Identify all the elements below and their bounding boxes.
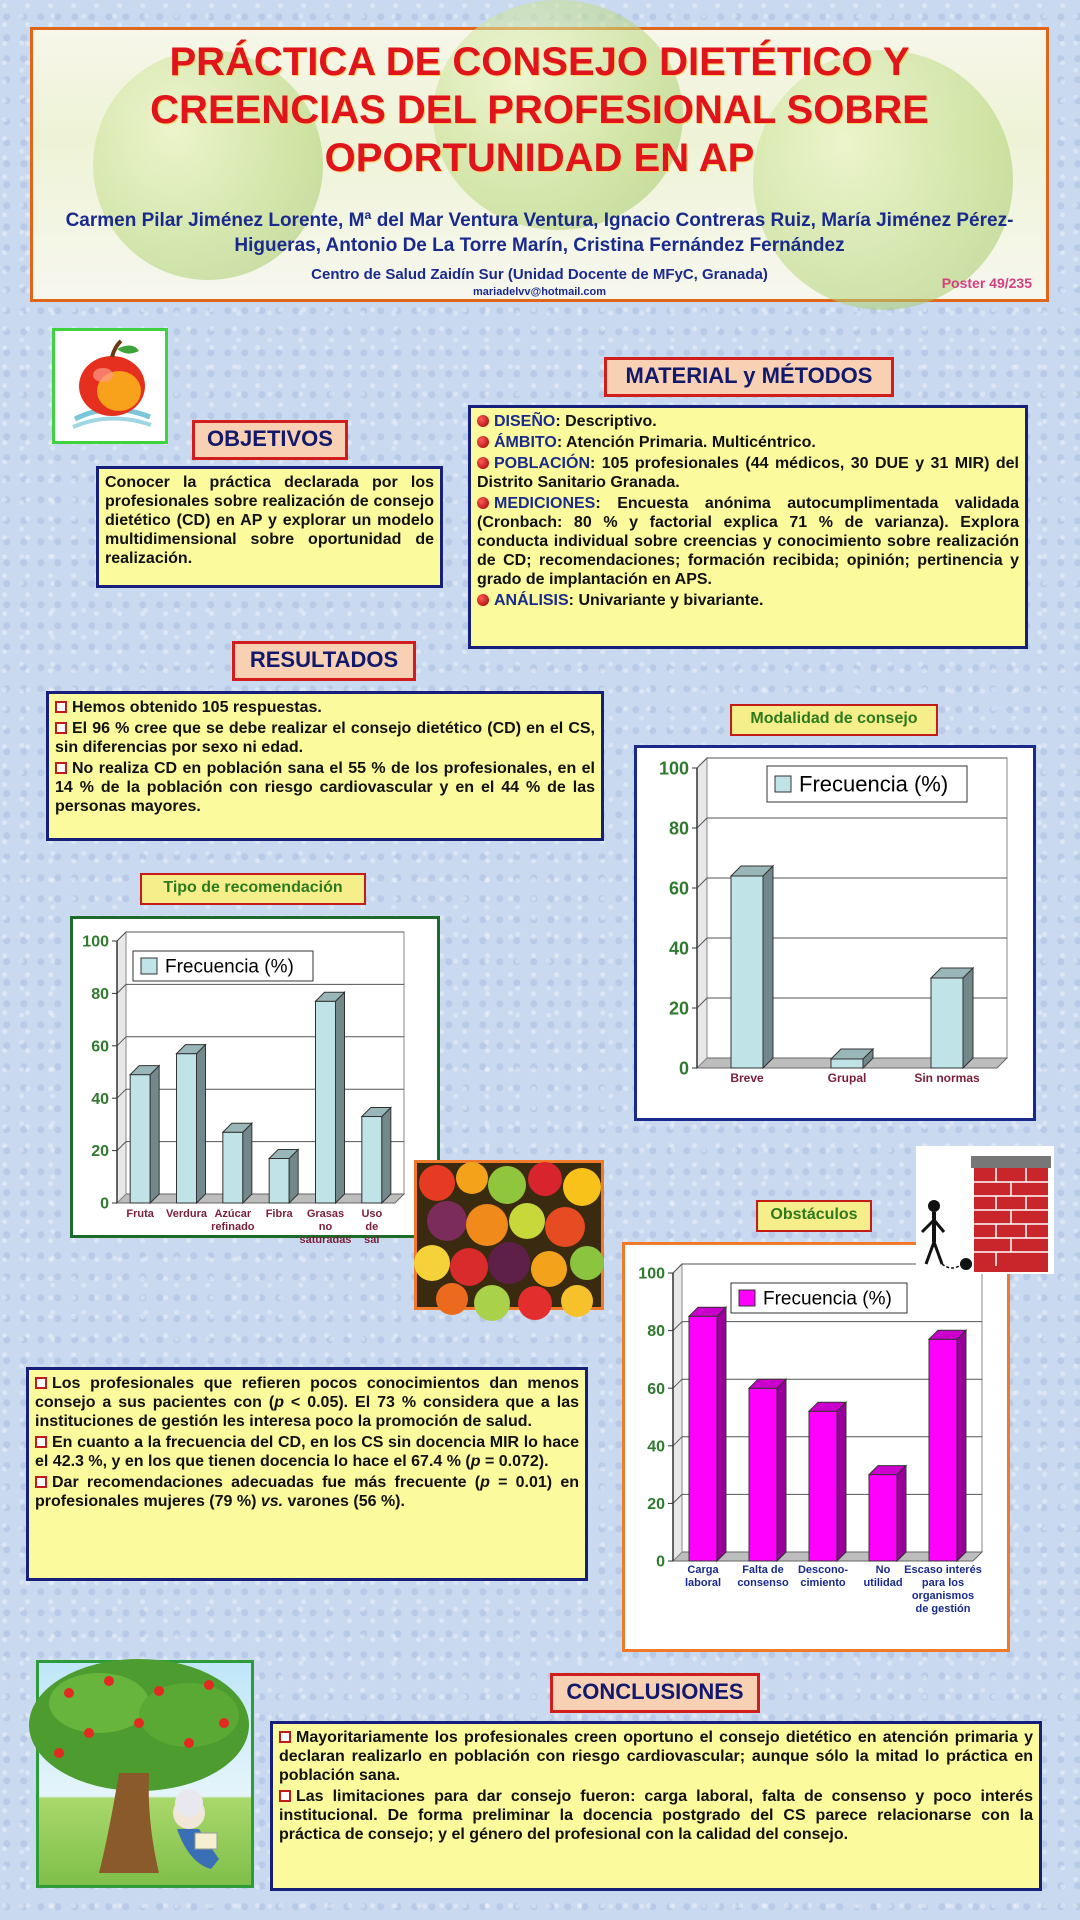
metodos-label: MEDICIONES (494, 495, 596, 512)
y-tick-label: 0 (678, 1058, 689, 1079)
square-bullet-icon (279, 1790, 291, 1802)
legend-label: Frecuencia (%) (165, 956, 294, 978)
x-category-label: para los (921, 1577, 965, 1589)
resultados2-item (35, 1374, 579, 1431)
bar-side (197, 1045, 206, 1203)
square-bullet-icon (55, 722, 67, 734)
red-dot-icon (477, 415, 489, 427)
x-category-label: cimiento (800, 1577, 846, 1589)
metodos-label: ANÁLISIS (494, 592, 569, 609)
metodos-item (477, 412, 1019, 431)
conclusiones-item (279, 1728, 1033, 1785)
bar (731, 866, 773, 1068)
resultados-text: Hemos obtenido 105 respuestas. (72, 699, 322, 716)
bar-side (243, 1123, 252, 1203)
y-tick-label: 0 (656, 1553, 665, 1571)
bar-side (897, 1466, 906, 1561)
bar (177, 1045, 206, 1203)
x-category-label: Grasas (306, 1208, 345, 1220)
metodos-text: : Atención Primaria. Multicéntrico. (556, 434, 816, 451)
fruit-image (414, 1160, 604, 1310)
bar-front (130, 1075, 150, 1203)
title-line: CREENCIAS DEL PROFESIONAL SOBRE (150, 88, 929, 132)
square-bullet-icon (279, 1731, 291, 1743)
objetivos-title: OBJETIVOS (192, 420, 348, 460)
red-dot-icon (477, 594, 489, 606)
resultados2-text: = 0.072). (480, 1453, 549, 1470)
x-category-label: laboral (684, 1577, 722, 1589)
square-bullet-icon (35, 1377, 47, 1389)
x-category-label: Breve (730, 1071, 764, 1085)
bar (929, 1330, 966, 1561)
x-category-label: refinado (211, 1221, 255, 1233)
x-category-label: Azúcar (214, 1208, 252, 1220)
y-tick-label: 100 (638, 1265, 665, 1283)
x-category-label: Grupal (827, 1071, 867, 1085)
bar-front (689, 1316, 717, 1561)
bar-front (316, 1001, 336, 1203)
x-category-label: Verdura (166, 1208, 207, 1220)
bar-front (931, 978, 963, 1068)
y-tick-label: 80 (647, 1323, 665, 1341)
bar-front (809, 1411, 837, 1561)
email: mariadelvv@hotmail.com (473, 286, 606, 298)
resultados2-text: Los profesionales que refieren pocos conocimientos dan menos consejo a sus pacientes con ( (35, 1375, 579, 1411)
authors-line: Carmen Pilar Jiménez Lorente, Mª del Mar Ventura Ventura, Ignacio Contreras Ruiz, María Jiménez Pérez- (65, 210, 1014, 231)
legend-label: Frecuencia (%) (763, 1288, 892, 1310)
bar (809, 1402, 846, 1561)
obstaculos-chart-svg (625, 1245, 1007, 1649)
square-bullet-icon (55, 762, 67, 774)
resultados-item (55, 698, 595, 717)
metodos-text: : Encuesta anónima autocumplimentada validada (Cronbach: 80 % y factorial explica 71 % de varianza). Explora conducta individual sobre creencias y conocimiento sobre realización de CD; recomendaciones; formación recibida; opinión; pertinencia y grado de implantación en APS. (477, 495, 1019, 588)
bar-side (336, 992, 345, 1203)
resultados2-italic: p (274, 1394, 284, 1411)
legend-swatch (739, 1290, 755, 1306)
x-category-label: Escaso interés (904, 1564, 982, 1576)
resultados2-text: Dar recomendaciones adecuadas fue más frecuente ( (52, 1474, 481, 1491)
title-line: OPORTUNIDAD EN AP (324, 136, 755, 180)
metodos-title: MATERIAL y MÉTODOS (604, 357, 894, 397)
bar-front (831, 1059, 863, 1068)
resultados-item (55, 719, 595, 757)
metodos-item (477, 591, 1019, 610)
square-bullet-icon (35, 1436, 47, 1448)
x-category-label: utilidad (863, 1577, 903, 1589)
legend-swatch (775, 776, 791, 792)
poster-header (30, 27, 1049, 302)
bar (130, 1066, 159, 1203)
brick-wall-image (916, 1146, 1054, 1274)
x-category-label: Carga (687, 1564, 719, 1576)
y-tick-label: 40 (668, 938, 689, 959)
modalidad-chart-title: Modalidad de consejo (730, 704, 938, 736)
metodos-item (477, 494, 1019, 589)
x-category-label: saturadas (299, 1234, 352, 1246)
resultados2-text: = 0.01) en profesionales mujeres (79 %) (35, 1474, 579, 1510)
metodos-list (468, 405, 1028, 649)
y-tick-label: 60 (91, 1038, 109, 1056)
bar-side (382, 1108, 391, 1203)
bar (269, 1149, 298, 1203)
bar-front (869, 1475, 897, 1561)
x-category-label: Descono- (797, 1564, 849, 1576)
bar-front (362, 1117, 382, 1203)
bar-side (963, 968, 973, 1068)
resultados2-italic: p (470, 1453, 481, 1470)
bar (931, 968, 973, 1068)
obstaculos-chart-title: Obstáculos (756, 1200, 872, 1232)
authors-line: Higueras, Antonio De La Torre Marín, Cristina Fernández Fernández (234, 235, 845, 256)
plot-side-wall (117, 932, 126, 1203)
legend-swatch (141, 958, 157, 974)
resultados-list (46, 691, 604, 841)
resultados2-italic: p (480, 1474, 490, 1491)
y-tick-label: 80 (91, 986, 109, 1003)
bar-front (177, 1054, 197, 1203)
authors (33, 208, 1046, 258)
institution: Centro de Salud Zaidín Sur (Unidad Docente de MFyC, Granada) (311, 266, 768, 283)
metodos-label: DISEÑO (494, 413, 556, 430)
resultados-text: El 96 % cree que se debe realizar el consejo dietético (CD) en el CS, sin diferencias por sexo ni edad. (55, 720, 595, 756)
resultados2-list (26, 1367, 588, 1581)
y-tick-label: 80 (668, 818, 689, 839)
metodos-label: ÁMBITO (494, 434, 557, 451)
obstaculos-chart (622, 1242, 1010, 1652)
x-category-label: Fibra (265, 1208, 293, 1220)
bar-front (731, 876, 763, 1068)
x-category-label: Fruta (126, 1208, 154, 1220)
bar (689, 1307, 726, 1561)
plot-side-wall (673, 1264, 682, 1561)
plot-floor (117, 1194, 404, 1203)
title-line: PRÁCTICA DE CONSEJO DIETÉTICO Y (169, 40, 910, 84)
bar (869, 1466, 906, 1561)
resultados2-text: En cuanto a la frecuencia del CD, en los CS sin docencia MIR lo hace el 42.3 %, y en los que tienen docencia lo hace el 67.4 % ( (35, 1434, 579, 1470)
square-bullet-icon (55, 701, 67, 713)
resultados-title: RESULTADOS (232, 641, 416, 681)
resultados2-item (35, 1473, 579, 1511)
bar-side (717, 1307, 726, 1561)
tipo-chart (70, 916, 440, 1246)
y-tick-label: 40 (647, 1438, 665, 1456)
square-bullet-icon (35, 1476, 47, 1488)
x-category-label: No (875, 1564, 891, 1576)
y-tick-label: 60 (668, 878, 689, 899)
bar-side (957, 1330, 966, 1561)
x-category-label: sal (364, 1234, 380, 1246)
x-category-label: Uso (361, 1208, 383, 1220)
modalidad-chart-svg (637, 748, 1033, 1118)
tree-illustration-image (36, 1660, 254, 1888)
resultados2-text: varones (56 %). (283, 1493, 405, 1510)
bar-side (150, 1066, 159, 1203)
metodos-text: : Univariante y bivariante. (568, 592, 764, 609)
resultados-text: No realiza CD en población sana el 55 % de los profesionales, en el 14 % de la población con riesgo cardiovascular y en el 44 % de las personas mayores. (55, 760, 595, 815)
x-category-label: no (318, 1221, 333, 1233)
bar (223, 1123, 252, 1203)
legend-label: Frecuencia (%) (799, 771, 949, 797)
bar-front (223, 1132, 243, 1203)
conclusiones-text: Las limitaciones para dar consejo fueron: carga laboral, falta de consenso y poco interés institucional. De forma preliminar la docencia postgrado del CS parece relacionarse con la práctica de consejo; y el género del profesional con la calidad del consejo. (279, 1788, 1033, 1843)
red-dot-icon (477, 436, 489, 448)
red-dot-icon (477, 457, 489, 469)
resultados2-italic: vs. (260, 1493, 284, 1510)
bar-side (837, 1402, 846, 1561)
metodos-text: : Descriptivo. (555, 413, 657, 430)
bar (749, 1379, 786, 1561)
tipo-chart-svg (73, 919, 437, 1246)
conclusiones-list (270, 1721, 1042, 1891)
conclusiones-text: Mayoritariamente los profesionales creen oportuno el consejo dietético en atención primaria y declaran realizarlo en población con riesgo cardiovascular; aunque sólo la mitad lo práctica en población sana. (279, 1729, 1033, 1784)
objetivos-paragraph: Conocer la práctica declarada por los profesionales sobre realización de consejo dietético (CD) en AP y explorar un modelo multidimensional sobre oportunidad de realización. (105, 474, 434, 567)
bar-front (749, 1388, 777, 1561)
metodos-label: POBLACIÓN (494, 455, 590, 472)
conclusiones-item (279, 1787, 1033, 1844)
metodos-item (477, 433, 1019, 452)
conclusiones-title: CONCLUSIONES (550, 1673, 760, 1713)
y-tick-label: 100 (82, 933, 109, 951)
x-category-label: de gestión (915, 1603, 971, 1615)
resultados2-text: < 0.05). El 73 % considera que a las instituciones de gestión les interesa poco la promoción de salud. (35, 1394, 579, 1430)
resultados-item (55, 759, 595, 816)
bar-front (269, 1158, 289, 1203)
y-tick-label: 20 (647, 1496, 665, 1513)
y-tick-label: 100 (658, 758, 689, 779)
x-category-label: organismos (911, 1590, 975, 1602)
poster-title (33, 38, 1046, 182)
x-category-label: de (365, 1221, 379, 1233)
x-category-label: consenso (737, 1577, 789, 1589)
x-category-label: Sin normas (914, 1071, 980, 1085)
bar (316, 992, 345, 1203)
metodos-text: : 105 profesionales (44 médicos, 30 DUE y 31 MIR) del Distrito Sanitario Granada. (477, 455, 1019, 491)
y-tick-label: 20 (668, 998, 689, 1019)
y-tick-label: 20 (91, 1143, 109, 1161)
poster-number: Poster 49/235 (941, 275, 1032, 291)
metodos-item (477, 454, 1019, 492)
bar-front (929, 1339, 957, 1561)
modalidad-chart (634, 745, 1036, 1121)
bar-side (763, 866, 773, 1068)
objetivos-text (96, 466, 443, 588)
apple-logo-icon (52, 328, 168, 444)
y-tick-label: 60 (647, 1380, 665, 1398)
tipo-chart-title: Tipo de recomendación (140, 873, 366, 905)
y-tick-label: 0 (100, 1195, 109, 1213)
bar (362, 1108, 391, 1203)
bar-side (777, 1379, 786, 1561)
x-category-label: Falta de (742, 1564, 784, 1576)
resultados2-item (35, 1433, 579, 1471)
y-tick-label: 40 (91, 1090, 109, 1108)
plot-side-wall (697, 758, 707, 1068)
red-dot-icon (477, 497, 489, 509)
